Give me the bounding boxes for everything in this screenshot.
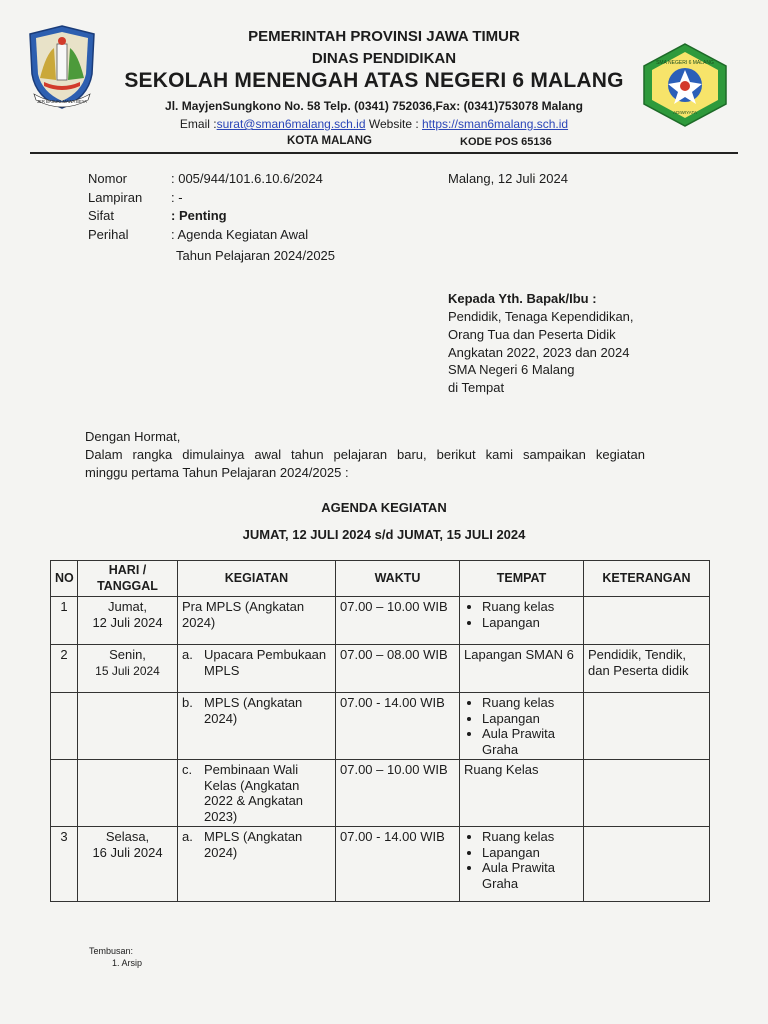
- recipient-title: Kepada Yth. Bapak/Ibu :: [448, 291, 597, 306]
- perihal-label: Perihal: [88, 227, 129, 242]
- letterhead-contact: [104, 117, 644, 131]
- sifat-value: : Penting: [171, 208, 227, 223]
- website-label: Website :: [365, 117, 422, 131]
- letterhead-address: Jl. MayjenSungkono No. 58 Telp. (0341) 752036,Fax: (0341)753078 Malang: [165, 99, 583, 113]
- cc-item: 1. Arsip: [112, 958, 143, 968]
- list-item: • Lapangan: [482, 845, 579, 861]
- cc-label: Tembusan:: [89, 946, 134, 956]
- list-item: • Ruang kelas: [482, 599, 579, 615]
- list-item: • Aula Prawita Graha: [482, 726, 579, 757]
- paragraph-line-2: minggu pertama Tahun Pelajaran 2024/2025 :: [85, 465, 349, 480]
- cell-kegiatan: a. MPLS (Angkatan 2024): [178, 827, 336, 902]
- cell-kegiatan: a. Upacara Pembukaan MPLS: [178, 645, 336, 693]
- letterhead-divider: [30, 152, 738, 154]
- greeting: Dengan Hormat,: [85, 429, 181, 444]
- cell-keterangan: [584, 827, 710, 902]
- letterhead-government: PEMERINTAH PROVINSI JAWA TIMUR: [248, 28, 520, 45]
- recipient-line: Orang Tua dan Peserta Didik: [448, 327, 616, 342]
- cell-kegiatan: b. MPLS (Angkatan 2024): [178, 693, 336, 760]
- letterhead-school-name: SEKOLAH MENENGAH ATAS NEGERI 6 MALANG: [124, 69, 624, 92]
- perihal-value-line2: Tahun Pelajaran 2024/2025: [176, 248, 336, 263]
- cell-keterangan: [584, 597, 710, 645]
- cell-waktu: 07.00 - 14.00 WIB: [336, 693, 460, 760]
- school-logo-text-bottom: ADIWIYATA: [673, 110, 697, 115]
- cell-waktu: 07.00 - 14.00 WIB: [336, 827, 460, 902]
- letterhead-postal-code: KODE POS 65136: [460, 136, 552, 148]
- table-row: [51, 597, 710, 645]
- list-item: • Aula Prawita Graha: [482, 860, 579, 891]
- cell-no: [51, 693, 78, 760]
- recipient-line: Angkatan 2022, 2023 dan 2024: [448, 345, 630, 360]
- cell-waktu: 07.00 – 10.00 WIB: [336, 760, 460, 827]
- letterhead-city: KOTA MALANG: [287, 135, 372, 147]
- perihal-value: : Agenda Kegiatan Awal: [171, 227, 309, 242]
- sifat-label: Sifat: [88, 208, 115, 223]
- cell-keterangan: Pendidik, Tendik, dan Peserta didik: [584, 645, 710, 693]
- table-row: [51, 760, 710, 827]
- list-item: • Ruang kelas: [482, 829, 579, 845]
- cell-no: 2: [51, 645, 78, 693]
- nomor-label: Nomor: [88, 171, 128, 186]
- list-item: • Lapangan: [482, 711, 579, 727]
- table-row: [51, 693, 710, 760]
- recipient-line: Pendidik, Tenaga Kependidikan,: [448, 309, 634, 324]
- header-no: NO: [51, 561, 78, 597]
- table-row: [51, 827, 710, 902]
- cell-day: Senin, 15 Juli 2024: [78, 645, 178, 693]
- email-link[interactable]: surat@sman6malang.sch.id: [216, 117, 366, 131]
- list-item: • Lapangan: [482, 615, 579, 631]
- header-keterangan: KETERANGAN: [584, 561, 710, 597]
- emblem-motto: JER BASUKI MAWA BEYA: [36, 99, 88, 104]
- lampiran-label: Lampiran: [88, 190, 143, 205]
- school-logo-text-top: SMA NEGERI 6 MALANG: [656, 60, 714, 66]
- agenda-title: AGENDA KEGIATAN: [321, 500, 447, 515]
- cell-tempat: [460, 597, 584, 645]
- cell-tempat: Ruang Kelas: [460, 760, 584, 827]
- cell-no: [51, 760, 78, 827]
- table-row: [51, 645, 710, 693]
- letter-date: Malang, 12 Juli 2024: [448, 171, 568, 186]
- cell-no: 1: [51, 597, 78, 645]
- cell-waktu: 07.00 – 10.00 WIB: [336, 597, 460, 645]
- cell-tempat: [460, 693, 584, 760]
- header-kegiatan: KEGIATAN: [178, 561, 336, 597]
- list-item: • Ruang kelas: [482, 695, 579, 711]
- lampiran-value: : -: [171, 190, 183, 205]
- website-link[interactable]: https://sman6malang.sch.id: [422, 117, 569, 131]
- cell-day: [78, 693, 178, 760]
- recipient-line: di Tempat: [448, 380, 505, 395]
- cell-day: Selasa, 16 Juli 2024: [78, 827, 178, 902]
- header-tempat: TEMPAT: [460, 561, 584, 597]
- cell-day: [78, 760, 178, 827]
- recipient-line: SMA Negeri 6 Malang: [448, 362, 575, 377]
- paragraph-line-1: Dalam rangka dimulainya awal tahun pelajaran baru, berikut kami sampaikan kegiatan: [85, 447, 645, 462]
- cell-no: 3: [51, 827, 78, 902]
- cell-tempat: Lapangan SMAN 6: [460, 645, 584, 693]
- cell-kegiatan: Pra MPLS (Angkatan 2024): [178, 597, 336, 645]
- agenda-table: [50, 560, 710, 902]
- agenda-subtitle: JUMAT, 12 JULI 2024 s/d JUMAT, 15 JULI 2024: [242, 527, 526, 542]
- cell-keterangan: [584, 760, 710, 827]
- header-hari-tanggal: HARI / TANGGAL: [78, 561, 178, 597]
- table-header-row: [51, 561, 710, 597]
- cell-keterangan: [584, 693, 710, 760]
- cell-tempat: [460, 827, 584, 902]
- nomor-value: : 005/944/101.6.10.6/2024: [171, 171, 323, 186]
- header-waktu: WAKTU: [336, 561, 460, 597]
- letterhead-department: DINAS PENDIDIKAN: [311, 50, 457, 67]
- email-label: Email :: [179, 117, 217, 131]
- cell-waktu: 07.00 – 08.00 WIB: [336, 645, 460, 693]
- cell-kegiatan: c. Pembinaan Wali Kelas (Angkatan 2022 & Angkatan 2023): [178, 760, 336, 827]
- cell-day: Jumat, 12 Juli 2024: [78, 597, 178, 645]
